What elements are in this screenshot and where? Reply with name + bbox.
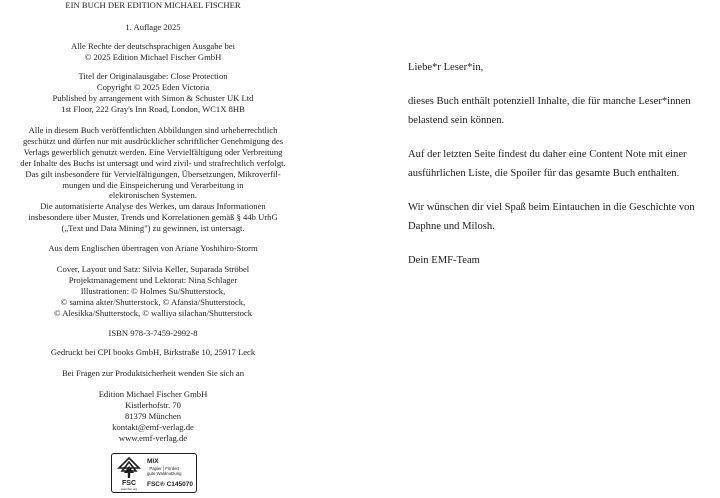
isbn bbox=[0, 328, 306, 339]
product-safety-note bbox=[0, 368, 306, 379]
rights-block bbox=[0, 41, 306, 63]
fsc-description bbox=[147, 466, 181, 476]
rights-line: Alle Rechte der deutschsprachigen Ausgabe bei bbox=[71, 41, 235, 51]
printer-text: Gedruckt bei CPI books GmbH, Birkstraße 10, 25917 Leck bbox=[50, 347, 256, 357]
original-title-block bbox=[0, 71, 306, 115]
letter-signoff: Dein EMF-Team bbox=[408, 255, 480, 266]
printing-info bbox=[0, 22, 306, 33]
legal-notice bbox=[0, 125, 306, 234]
fsc-desc-line: Papier | Fördert bbox=[149, 466, 180, 471]
original-line: Published by arrangement with Simon & Schuster UK Ltd bbox=[52, 92, 254, 103]
credit-line: © samina akter/Shutterstock, © Afansia/Shutterstock, bbox=[60, 296, 246, 307]
legal-line: der Inhalte des Buchs ist untersagt und wird zivil- und strafrechtlich verfolgt. bbox=[20, 157, 286, 168]
imprint-page bbox=[0, 0, 306, 498]
letter-line: Auf der letzten Seite findest du daher eine Content Note mit einer bbox=[408, 149, 687, 160]
original-line: Titel der Originalausgabe: Close Protection bbox=[78, 71, 228, 81]
credit-line: Cover, Layout und Satz: Silvia Keller, Suparada Ströbel bbox=[56, 264, 250, 274]
publisher-address bbox=[0, 389, 306, 444]
letter-paragraph bbox=[408, 198, 720, 236]
legal-line: Das gilt insbesondere für Vervielfältigungen, Übersetzungen, Mikroverfil- bbox=[25, 168, 281, 179]
edition-line-text: EIN BUCH DER EDITION MICHAEL FISCHER bbox=[65, 0, 241, 10]
letter-greeting: Liebe*r Leser*in, bbox=[408, 62, 484, 73]
address-line: 81379 München bbox=[124, 410, 182, 421]
legal-line: Verlags gewerblich genutzt werden. Eine Vervielfältigung oder Verbreitung bbox=[23, 146, 283, 157]
fsc-license-code: FSC® C145070 bbox=[147, 481, 193, 488]
fsc-mix-label: MIX bbox=[147, 458, 159, 465]
address-line: Edition Michael Fischer GmbH bbox=[98, 389, 208, 399]
address-line: Kistlerhofstr. 70 bbox=[125, 399, 181, 410]
reader-note-page bbox=[408, 58, 720, 270]
safety-text: Bei Fragen zur Produktsicherheit wenden Sie sich an bbox=[61, 368, 245, 378]
legal-line: („Text und Data Mining") zu gewinnen, ist untersagt. bbox=[61, 223, 245, 234]
printer-info bbox=[0, 347, 306, 358]
letter-line: dieses Buch enthält potenziell Inhalte, die für manche Leser*innen bbox=[408, 96, 691, 107]
translation-credit bbox=[0, 243, 306, 254]
publisher-website: www.emf-verlag.de bbox=[118, 432, 188, 443]
original-line: 1st Floor, 222 Gray's Inn Road, London, WC1X 8HB bbox=[61, 103, 245, 114]
letter-line: ausführlichen Liste, die Spoiler für das gesamte Buch enthalten. bbox=[408, 168, 680, 179]
fsc-certification-logo bbox=[111, 453, 197, 493]
letter-paragraph bbox=[408, 145, 720, 183]
production-credits bbox=[0, 264, 306, 319]
contact-email: kontakt@emf-verlag.de bbox=[112, 421, 194, 432]
legal-line: Alle in diesem Buch veröffentlichten Abbildungen sind urheberrechtlich bbox=[28, 125, 278, 135]
credit-line: Illustrationen: © Holmes Su/Shutterstock, bbox=[80, 285, 226, 296]
original-line: Copyright © 2025 Eden Victoria bbox=[96, 81, 210, 92]
legal-line: Die automatisierte Analyse des Werkes, um daraus Informationen bbox=[40, 201, 266, 212]
credit-line: © Alesikka/Shutterstock, © walliya silachan/Shutterstock bbox=[53, 307, 253, 318]
fsc-desc-line: gute Waldnutzung bbox=[147, 471, 182, 476]
rights-line: © 2025 Edition Michael Fischer GmbH bbox=[84, 51, 222, 62]
letter-line: Daphne und Milosh. bbox=[408, 221, 495, 232]
legal-line: geschützt und dürfen nur mit ausdrücklicher schriftlicher Genehmigung des bbox=[22, 135, 284, 146]
fsc-tree-icon bbox=[117, 457, 141, 479]
printing-text: 1. Auflage 2025 bbox=[125, 22, 181, 32]
legal-line: elektronischen Systemen. bbox=[109, 190, 197, 201]
legal-line: insbesondere über Muster, Trends und Korrelationen gemäß § 44b UrhG bbox=[28, 212, 278, 223]
fsc-url: www.fsc.org bbox=[120, 487, 138, 491]
letter-line: Wir wünschen dir viel Spaß beim Eintauchen in die Geschichte von bbox=[408, 202, 695, 213]
legal-line: mungen und die Einspeicherung und Verarbeitung in bbox=[62, 179, 244, 190]
credit-line: Projektmanagement und Lektorat: Nina Schlager bbox=[68, 274, 238, 285]
letter-line: belastend sein können. bbox=[408, 115, 505, 126]
letter-paragraph bbox=[408, 92, 720, 130]
isbn-text: ISBN 978-3-7459-2992-8 bbox=[108, 328, 198, 338]
fsc-label: FSC bbox=[122, 480, 136, 487]
translation-text: Aus dem Englischen übertragen von Ariane Yoshihiro-Storm bbox=[48, 243, 258, 253]
edition-line bbox=[0, 0, 306, 11]
